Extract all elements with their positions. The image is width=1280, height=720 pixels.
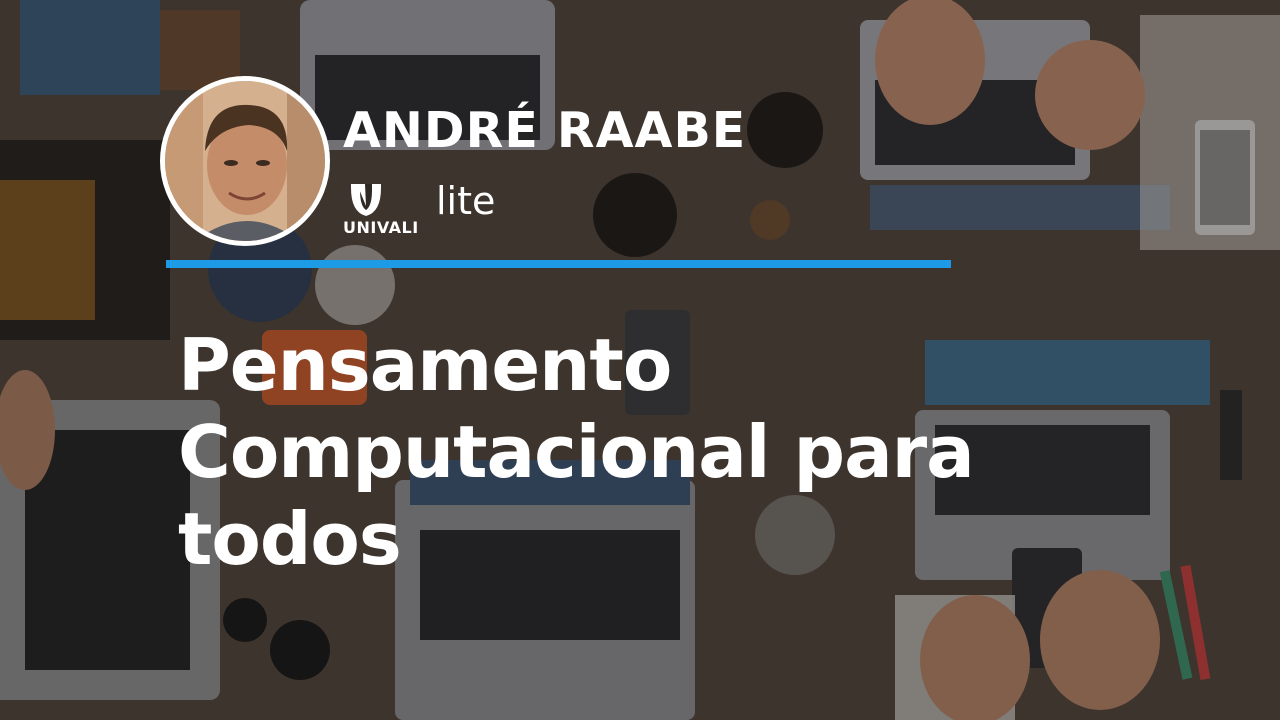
brand-subtitle: lite (436, 179, 496, 223)
author-avatar (160, 76, 330, 246)
author-name: ANDRÉ RAABE (343, 102, 747, 159)
course-title: Pensamento Computacional para todos (178, 323, 974, 581)
accent-divider (166, 260, 951, 268)
brand-lockup (343, 179, 543, 238)
brand-name: UNIVALI (343, 218, 419, 237)
author-portrait (165, 81, 325, 241)
